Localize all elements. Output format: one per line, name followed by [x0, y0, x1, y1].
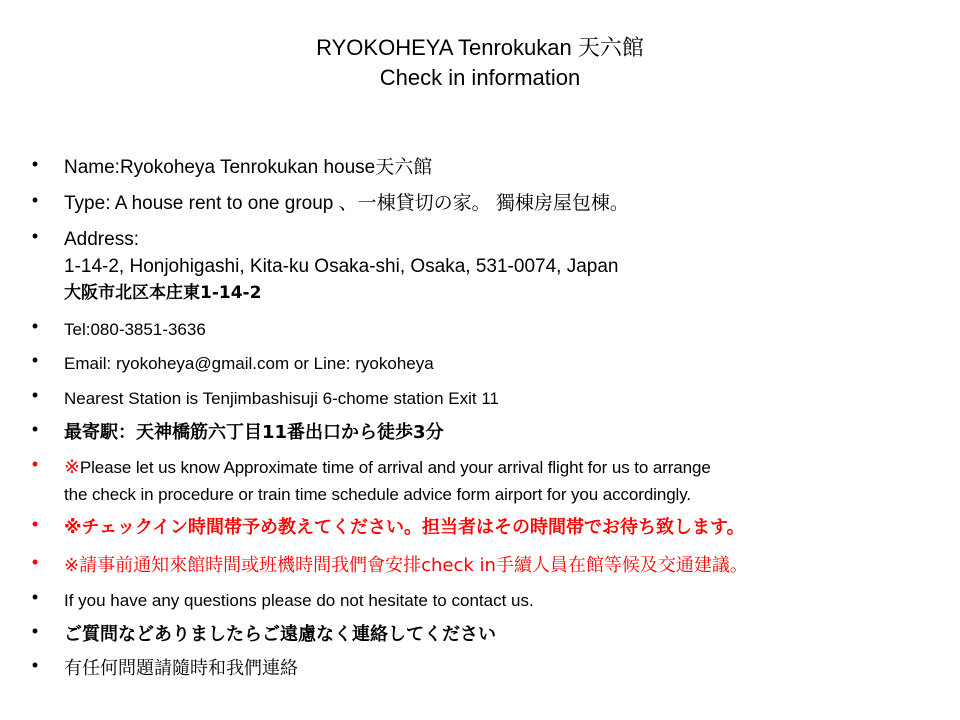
item-text: Nearest Station is Tenjimbashisuji 6-chome station Exit 11 [64, 389, 499, 408]
item-text: Name:Ryokoheya Tenrokukan house天六館 [64, 157, 433, 178]
item-text: 最寄駅：天神橋筋六丁目11番出口から徒歩3分 [64, 422, 444, 443]
item-text: ※チェックイン時間帯予め教えてください。担当者はその時間帯でお待ち致します。 [64, 517, 745, 538]
arrival-note [64, 454, 711, 508]
address-label: Address: [64, 229, 139, 250]
note-mark: ※ [64, 456, 80, 478]
item-text: 有任何問題請隨時和我們連絡 [64, 658, 298, 679]
bullet-icon: • [31, 419, 39, 439]
item-text: If you have any questions please do not hesitate to contact us. [64, 591, 534, 610]
item-text: Tel:080-3851-3636 [64, 320, 206, 339]
bullet-icon: • [31, 190, 39, 210]
item-text: Type: A house rent to one group 、一棟貸切の家。 獨棟房屋包棟。 [64, 193, 629, 214]
title-line-2: Check in information [379, 65, 581, 90]
bullet-icon: • [31, 226, 39, 246]
address-block [64, 226, 618, 307]
bullet-icon: • [31, 552, 39, 572]
item-text: ※請事前通知來館時間或班機時間我們會安排check in手續人員在館等候及交通建議。 [64, 555, 748, 576]
address-english: 1-14-2, Honjohigashi, Kita-ku Osaka-shi, Osaka, 531-0074, Japan [64, 256, 619, 277]
bullet-icon: • [31, 350, 39, 370]
bullet-icon: • [31, 316, 39, 336]
bullet-icon: • [31, 587, 39, 607]
item-text: Email: ryokoheya@gmail.com or Line: ryokoheya [64, 354, 434, 373]
arrival-line-1: Please let us know Approximate time of arrival and your arrival flight for us to arrange [79, 458, 711, 477]
title-line-1: RYOKOHEYA Tenrokukan 天六館 [316, 35, 644, 60]
bullet-icon: • [31, 454, 39, 474]
bullet-icon: • [31, 385, 39, 405]
arrival-line-2: the check in procedure or train time schedule advice form airport for you accordingly. [64, 485, 691, 504]
bullet-icon: • [31, 514, 39, 534]
item-text: ご質問などありましたらご遠慮なく連絡してください [64, 624, 496, 645]
bullet-icon: • [31, 621, 39, 641]
bullet-icon: • [31, 154, 39, 174]
address-japanese: 大阪市北区本庄東1-14-2 [64, 283, 262, 303]
bullet-icon: • [31, 655, 39, 675]
